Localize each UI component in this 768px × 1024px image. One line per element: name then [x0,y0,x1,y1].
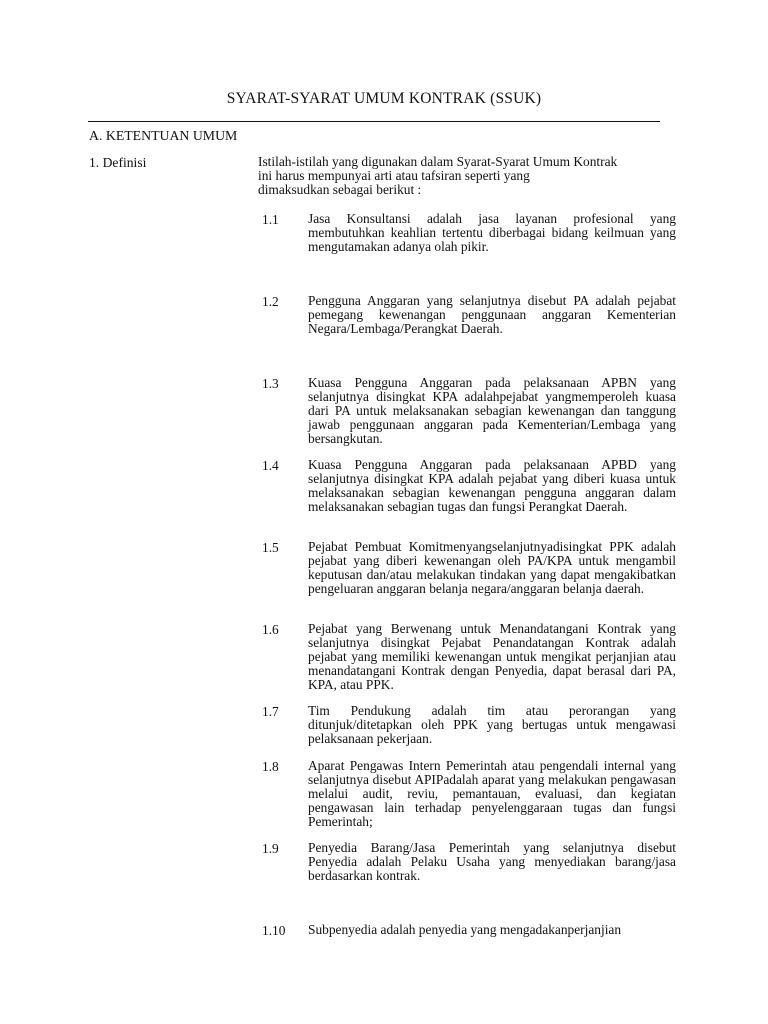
definition-number: 1.3 [262,376,279,391]
definition-number: 1.1 [262,212,279,227]
definition-item [0,294,768,376]
definition-number: 1.5 [262,540,279,555]
definition-item [0,212,768,294]
definition-text: Pejabat Pembuat Komitmenyangselanjutnyadisingkat PPK adalah pejabat yang diberi kewenangan oleh PA/KPA untuk mengambil keputusan dan/atau melakukan tindakan yang dapat mengakibatkan pengeluaran anggaran belanja negara/anggaran belanja daerah. [308,539,676,596]
definition-text: Subpenyedia adalah penyedia yang mengadakanperjanjian [308,922,622,937]
intro-text: Istilah-istilah yang digunakan dalam Syarat-Syarat Umum Kontrak ini harus mempunyai arti atau tafsiran seperti yang dimaksudkan sebagai berikut : [258,154,618,198]
definition-item [0,759,768,841]
definition-number: 1.9 [262,841,279,856]
definition-number: 1.7 [262,704,279,719]
definition-text: Kuasa Pengguna Anggaran pada pelaksanaan APBD yang selanjutnya disingkat KPA adalah pejabat yang diberi kuasa untuk melaksanakan sebagian kewenangan pengguna anggaran dalam melaksanakan sebagian tugas dan fungsi Perangkat Daerah. [308,457,676,514]
document-title: SYARAT-SYARAT UMUM KONTRAK (SSUK) [226,90,542,107]
definition-text: Penyedia Barang/Jasa Pemerintah yang selanjutnya disebut Penyedia adalah Pelaku Usaha yang menyediakan barang/jasa berdasarkan kontrak. [308,840,676,883]
definition-number: 1.4 [262,458,279,473]
definition-item [0,458,768,540]
section-heading: A. KETENTUAN UMUM [89,128,238,143]
definition-item [0,841,768,923]
definition-item [0,704,768,759]
definition-text: Tim Pendukung adalah tim atau perorangan yang ditunjuk/ditetapkan oleh PPK yang bertugas untuk mengawasi pelaksanaan pekerjaan. [308,703,676,746]
definition-text: Pengguna Anggaran yang selanjutnya disebut PA adalah pejabat pemegang kewenangan penggunaan anggaran Kementerian Negara/Lembaga/Perangkat Daerah. [308,293,676,336]
definition-number: 1.6 [262,622,279,637]
definition-text: Aparat Pengawas Intern Pemerintah atau pengendali internal yang selanjutnya disebut APIPadalah aparat yang melakukan pengawasan melalui audit, reviu, pemantauan, evaluasi, dan kegiatan pengawasan lain terhadap penyelenggaraan tugas dan fungsi Pemerintah; [308,758,676,829]
definition-list [0,212,768,1005]
definition-number: 1.2 [262,294,279,309]
term-label: 1. Definisi [89,155,147,170]
definition-item [0,923,768,1005]
definition-number: 1.8 [262,759,279,774]
definition-item [0,622,768,704]
definition-text: Kuasa Pengguna Anggaran pada pelaksanaan APBN yang selanjutnya disingkat KPA adalahpejabat yangmemperoleh kuasa dari PA untuk melaksanakan sebagian kewenangan dan tanggung jawab penggunaan anggaran pada Kementerian/Lembaga yang bersangkutan. [308,375,676,446]
definition-item [0,376,768,458]
definition-text: Pejabat yang Berwenang untuk Menandatangani Kontrak yang selanjutnya disingkat Pejabat Penandatangan Kontrak adalah pejabat yang memiliki kewenangan untuk mengikat perjanjian atau menandatangani Kontrak dengan Penyedia, dapat berasal dari PA, KPA, atau PPK. [308,621,676,692]
definition-text: Jasa Konsultansi adalah jasa layanan profesional yang membutuhkan keahlian tertentu diberbagai bidang keilmuan yang mengutamakan adanya olah pikir. [308,211,676,254]
title-divider [88,121,660,122]
definition-number: 1.10 [262,923,286,938]
definition-item [0,540,768,622]
